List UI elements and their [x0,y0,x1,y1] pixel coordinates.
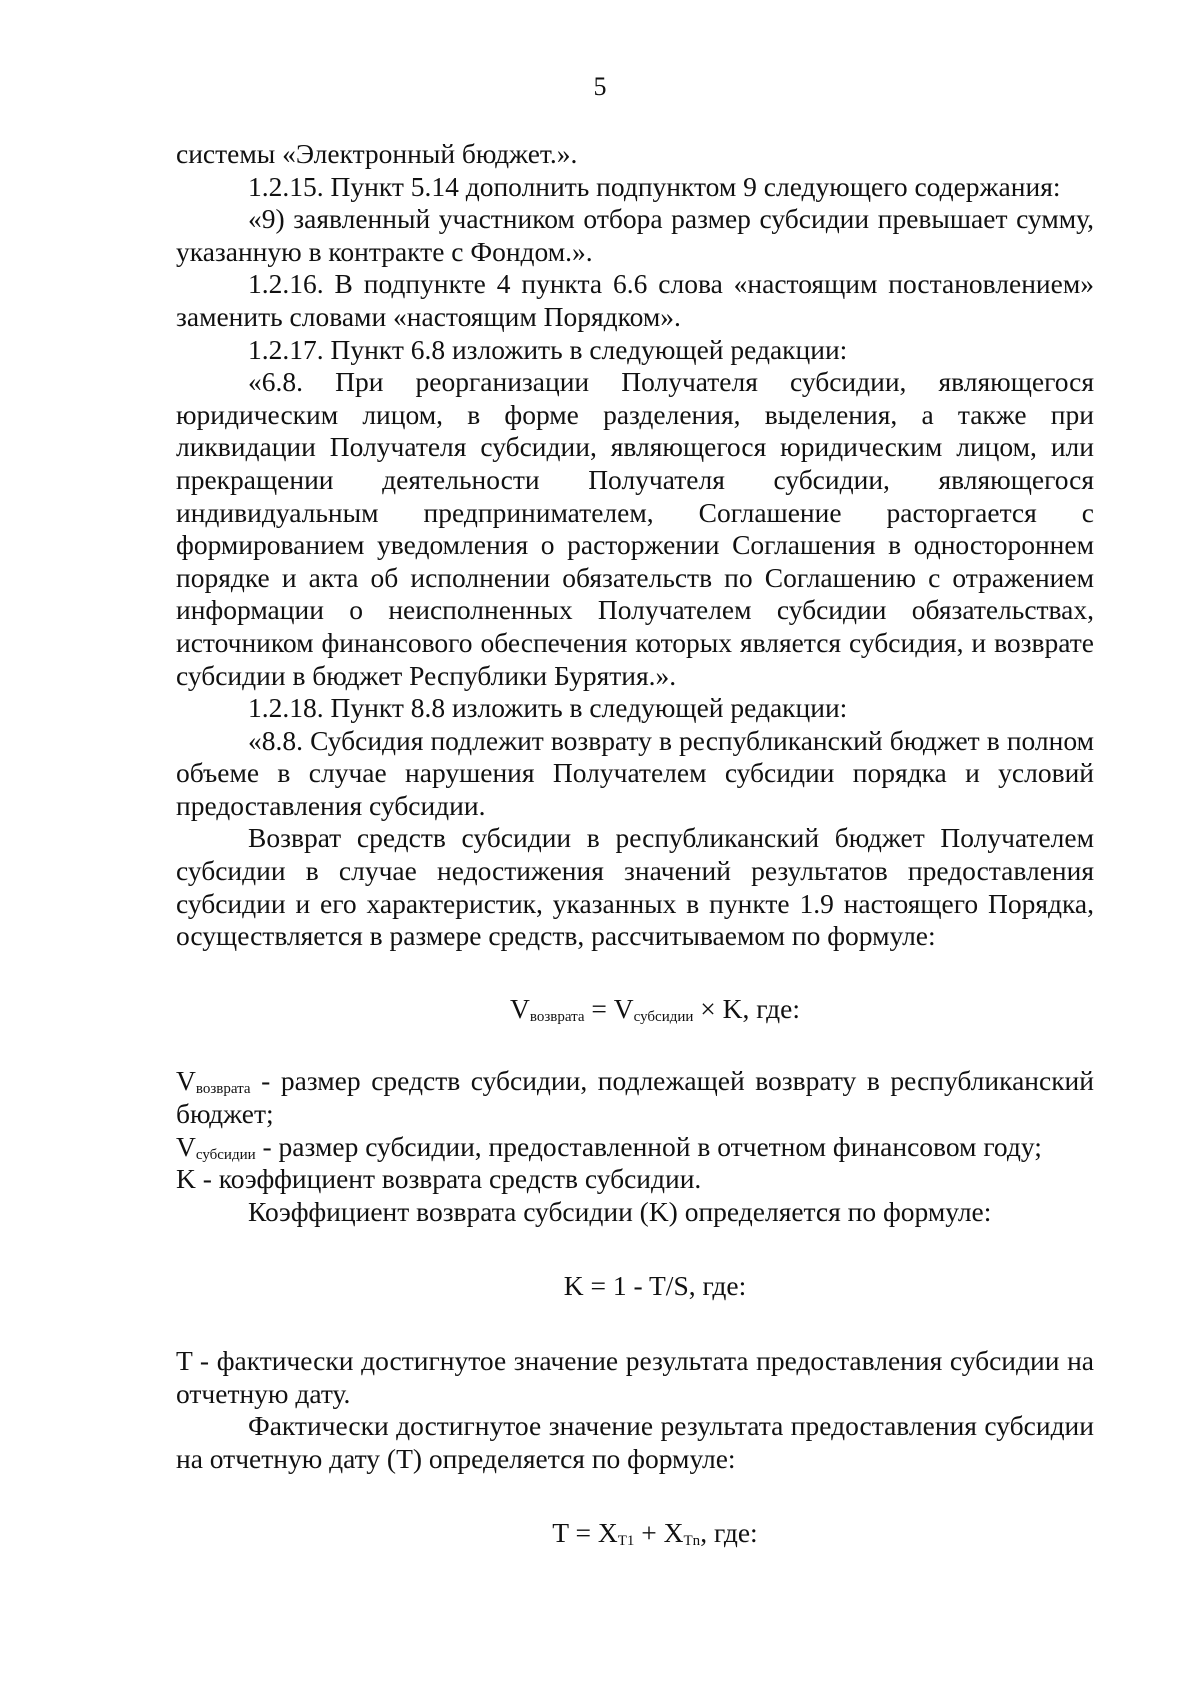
paragraph: 1.2.17. Пункт 6.8 изложить в следующей редакции: [248,333,848,365]
paragraph: системы «Электронный бюджет.». [176,138,578,169]
paragraph: Фактически достигнутое значение результата предоставления субсидии на отчетную дату (T) определяется по формуле: [176,1410,1094,1474]
definition-t: T - фактически достигнутое значение результата предоставления субсидии на отчетную дату. [176,1345,1094,1409]
formula-subscript: субсидии [195,1146,256,1163]
formula-t [176,1517,1094,1550]
definition-text: - размер средств субсидии, подлежащей возврату в республиканский бюджет; [176,1065,1094,1130]
paragraph: «8.8. Субсидия подлежит возврату в республиканский бюджет в полном объеме в случае нарушения Получателем субсидии порядка и условий предоставления субсидии. [176,724,1094,821]
formula-subscript: возврата [195,1081,251,1098]
page-number: 5 [593,72,607,101]
paragraph: 1.2.15. Пункт 5.14 дополнить подпунктом 9 следующего содержания: [248,170,1061,202]
paragraph: 1.2.18. Пункт 8.8 изложить в следующей редакции: [248,692,848,724]
paragraph: Коэффициент возврата субсидии (K) определяется по формуле: [248,1195,992,1227]
formula-subscript: возврата [529,1008,585,1025]
definition-text: - размер субсидии, предоставленной в отчетном финансовом году; [255,1130,1042,1162]
definition-k: K - коэффициент возврата средств субсидии. [176,1163,702,1195]
paragraph: 1.2.16. В подпункте 4 пункта 6.6 слова «настоящим постановлением» заменить словами «настоящим Порядком». [176,268,1094,332]
formula-coefficient: K = 1 - T/S, где: [563,1270,747,1302]
paragraph: Возврат средств субсидии в республиканский бюджет Получателем субсидии в случае недостижения значений результатов предоставления субсидии и его характеристик, указанных в пункте 1.9 настоящего Порядка, осуществляется в размере средств, рассчитываемом по формуле: [176,822,1094,952]
paragraph: «9) заявленный участником отбора размер субсидии превышает сумму, указанную в контракте с Фондом.». [176,203,1094,267]
formula-symbol: V [509,992,530,1024]
formula-subscript: субсидии [633,1008,694,1025]
formula-symbol: V [613,992,634,1024]
definition-v-return [176,1065,1094,1130]
formula-operator: = [584,992,614,1024]
formula-symbol: V [176,1065,196,1097]
paragraph: «6.8. При реорганизации Получателя субсидии, являющегося юридическим лицом, в форме разделения, выделения, а также при ликвидации Получателя субсидии, являющегося юридическим лицом, или прекращении деятельности Получателя субсидии, являющегося индивидуальным предпринимателем, Соглашение расторгается с формированием уведомления о расторжении Соглашения в одностороннем порядке и акта об исполнении обязательств по Соглашению с отражением информации о неисполненных Получателем субсидии обязательствах, источником финансового обеспечения которых является субсидия, и возврате субсидии в бюджет Республики Бурятия.». [176,366,1094,691]
formula-tail: , где: [700,1517,758,1549]
definition-v-subsidy [176,1131,1094,1164]
formula-lhs: T = X [552,1517,618,1549]
formula-subscript: T1 [617,1533,635,1550]
formula-operator: + X [634,1517,684,1549]
formula-subscript: Tn [683,1533,701,1550]
formula-symbol: V [176,1130,196,1162]
formula-return-amount [176,993,1094,1026]
document-body [176,138,1094,1550]
formula-tail: × K, где: [693,992,801,1024]
